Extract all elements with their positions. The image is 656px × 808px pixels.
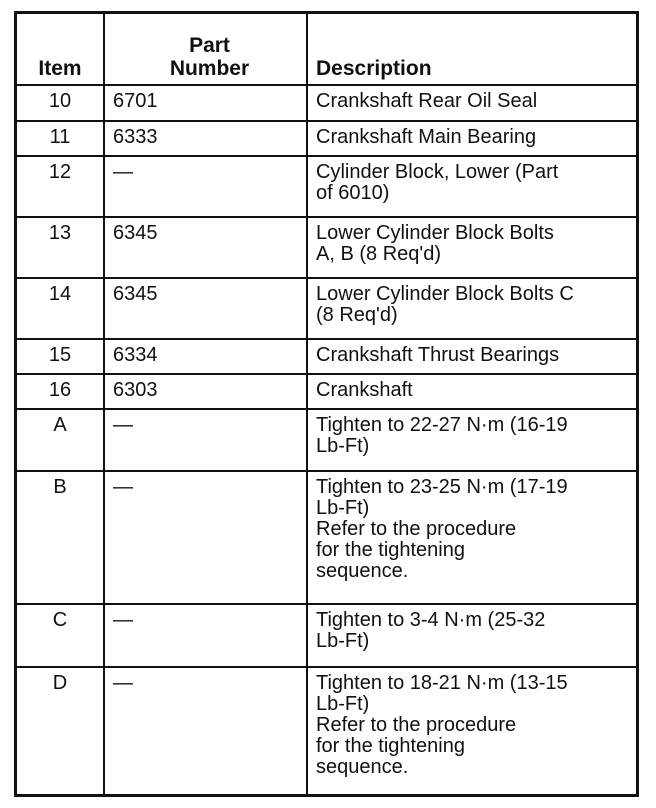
part-number-cell: 6334 (103, 340, 306, 373)
item-cell: 14 (48, 283, 72, 305)
description-cell: Crankshaft (306, 375, 636, 408)
table-row (17, 373, 636, 408)
item-cell: 13 (48, 222, 72, 244)
table-row (17, 408, 636, 470)
item-cell: B (53, 476, 67, 498)
part-number-cell: — (103, 410, 306, 470)
description-cell: Cylinder Block, Lower (Part of 6010) (306, 157, 636, 216)
parts-table (14, 11, 639, 797)
table-row (17, 338, 636, 373)
table-row (17, 277, 636, 338)
column-header-part-number: Part Number (103, 14, 306, 84)
description-cell: Tighten to 22-27 N·m (16-19 Lb-Ft) (306, 410, 636, 470)
column-header-item: Item (38, 57, 82, 80)
part-number-cell: 6345 (103, 279, 306, 338)
part-number-cell: — (103, 668, 306, 794)
table-row (17, 470, 636, 603)
table-row (17, 155, 636, 216)
item-cell: 16 (48, 379, 72, 401)
table-row (17, 216, 636, 277)
description-cell: Lower Cylinder Block Bolts A, B (8 Req'd) (306, 218, 636, 277)
part-number-cell: 6333 (103, 122, 306, 155)
table-row (17, 666, 636, 794)
table-row (17, 603, 636, 666)
item-cell: 12 (48, 161, 72, 183)
item-cell: D (52, 672, 68, 694)
description-cell: Tighten to 23-25 N·m (17-19 Lb-Ft) Refer to the procedure for the tightening sequence. (306, 472, 636, 603)
item-cell: A (53, 414, 67, 436)
item-cell: 11 (49, 126, 71, 148)
table-row (17, 120, 636, 155)
description-cell: Tighten to 3-4 N·m (25-32 Lb-Ft) (306, 605, 636, 666)
description-cell: Crankshaft Thrust Bearings (306, 340, 636, 373)
column-header-description: Description (306, 14, 636, 84)
description-cell: Crankshaft Rear Oil Seal (306, 86, 636, 120)
item-cell: 15 (48, 344, 72, 366)
part-number-cell: — (103, 157, 306, 216)
part-number-cell: — (103, 605, 306, 666)
part-number-cell: — (103, 472, 306, 603)
description-cell: Lower Cylinder Block Bolts C (8 Req'd) (306, 279, 636, 338)
part-number-cell: 6303 (103, 375, 306, 408)
table-header-row (17, 14, 636, 84)
part-number-cell: 6701 (103, 86, 306, 120)
description-cell: Tighten to 18-21 N·m (13-15 Lb-Ft) Refer to the procedure for the tightening sequence. (306, 668, 636, 794)
part-number-cell: 6345 (103, 218, 306, 277)
description-cell: Crankshaft Main Bearing (306, 122, 636, 155)
item-cell: C (52, 609, 68, 631)
item-cell: 10 (48, 90, 72, 112)
table-row (17, 84, 636, 120)
